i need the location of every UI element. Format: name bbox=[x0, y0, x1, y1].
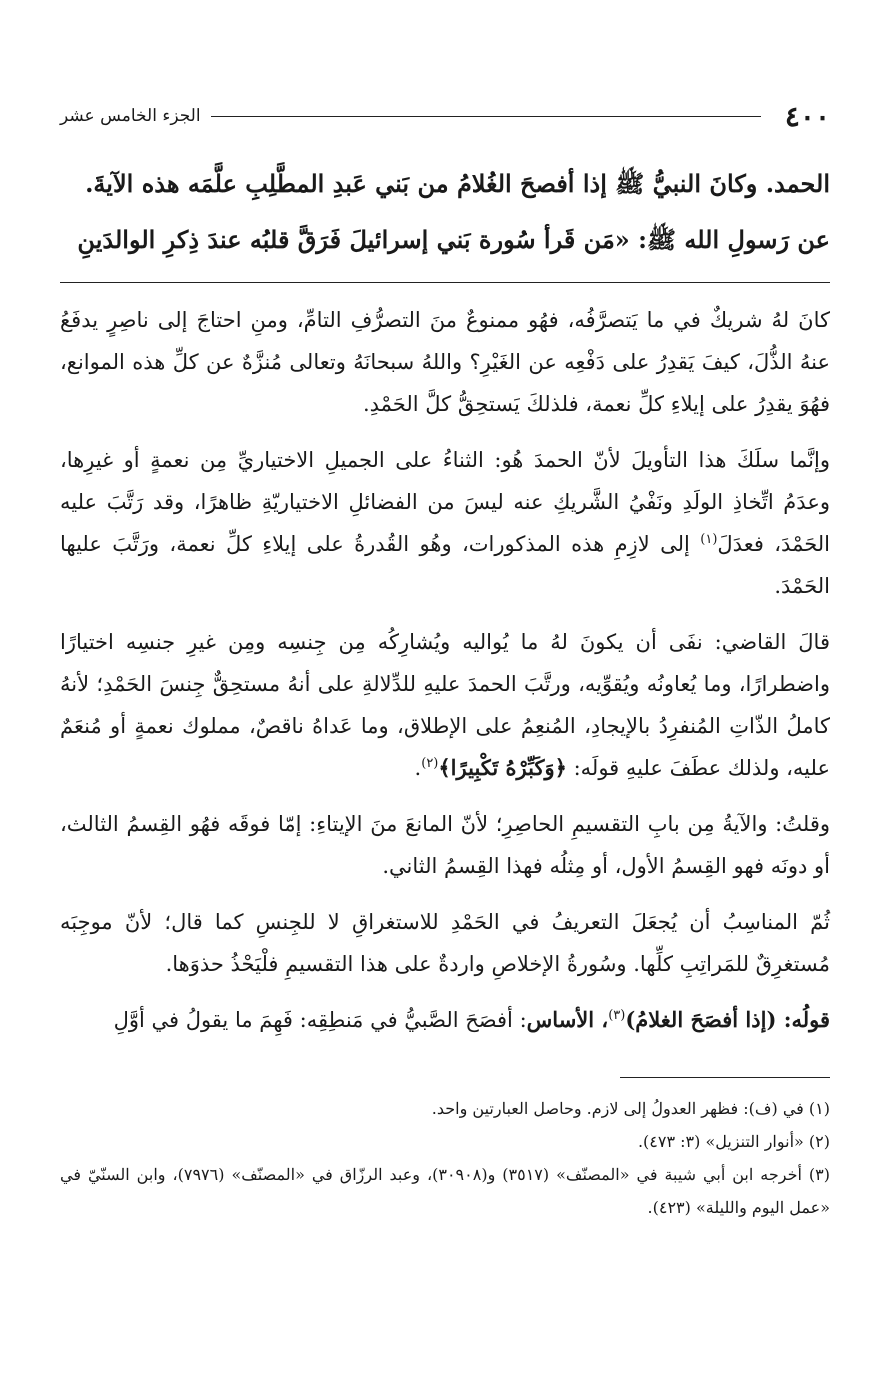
sharh-text: . bbox=[414, 756, 422, 780]
matn-block bbox=[60, 156, 830, 268]
footnote-ref-3[interactable]: (٣) bbox=[608, 1008, 626, 1023]
matn-divider bbox=[60, 282, 830, 283]
matn-text-end: من بَني عَبدِ المطَّلِبِ علَّمَه هذه الآيةَ. bbox=[85, 169, 457, 198]
book-page bbox=[60, 96, 830, 1224]
matn-bold-phrase: إذا أفصحَ الغُلامُ bbox=[456, 169, 607, 198]
running-title: الجزء الخامس عشر bbox=[60, 106, 201, 126]
footnote-ref-2[interactable]: (٢) bbox=[421, 756, 439, 771]
footnote-divider bbox=[620, 1077, 830, 1078]
sharh-paragraph-1: كانَ لهُ شريكٌ في ما يَتصرَّفُه، فهُو ممنوعٌ منَ التصرُّفِ التامِّ، ومنِ احتاجَ إلى ناصِرٍ يدفَعُ عنهُ الذُّلَ، كيفَ يَقدِرُ على دَفْعِه عن الغَيْرِ؟ واللهُ سبحانَهُ وتعالى مُنزَّهٌ عن كلِّ هذه الموانع، فهُوَ يقدِرُ على إيلاءِ كلِّ نعمة، فلذلكَ يَستحِقُّ كلَّ الحَمْدِ. bbox=[60, 308, 831, 416]
sharh-text: قالَ القاضي: نفَى أن يكونَ لهُ ما يُواليه ويُشارِكُه مِن جِنسِه ومِن غيرِ جنسِه اختيارًا واضطرارًا، وما يُعاونُه ويُقوِّيه، ورتَّبَ الحمدَ عليهِ للدِّلالةِ على أنهُ مستحِقٌّ جِنسَ الحَمْدِ؛ لأنهُ كاملُ الذّاتِ المُنفرِدُ بالإيجادِ، المُنعِمُ على الإطلاق، وما عَداهُ ناقصٌ، مملوك نعمةٍ أو مُنعَمٌ عليه، ولذلك عطَفَ عليهِ قولَه: bbox=[60, 630, 830, 780]
footnotes bbox=[60, 1092, 830, 1224]
sharh-text: : أفصَحَ الصَّبيُّ في مَنطِقِه: فَهِمَ ما يقولُ في أوَّلِ bbox=[113, 1008, 527, 1032]
footnote-1: (١) في (ف): فظهر العدولُ إلى لازم. وحاصل العبارتين واحد. bbox=[431, 1099, 830, 1118]
matn-line-1 bbox=[60, 156, 830, 212]
header-rule bbox=[211, 116, 761, 117]
matn-text: الحمد. وكانَ النبيُّ ﷺ bbox=[606, 169, 830, 198]
sharh-paragraph-4: وقلتُ: والآيةُ مِن بابِ التقسيمِ الحاصِرِ؛ لأنّ المانعَ منَ الإيتاءِ: إمّا فوقَه فهُو القِسمُ الثالث، أو دونَه فهو القِسمُ الأول، أو مِثلُه فهذا القِسمُ الثاني. bbox=[60, 812, 830, 878]
footnote-divider-wrap bbox=[60, 1055, 830, 1092]
sharh-text: وإنَّما سلَكَ هذا التأويلَ لأنّ الحمدَ هُو: الثناءُ على الجميلِ الاختياريِّ مِن نعمةٍ أو غيرِها، وعدَمُ اتِّخاذِ الولَدِ ونَفْيُ الشَّريكِ عنه ليسَ من الفضائلِ الاختياريّةِ ظاهرًا، وقد رَتَّبَ عليه الحَمْدَ، فعدَلَ bbox=[60, 448, 830, 556]
sharh-text: إلى لازِمِ هذه المذكورات، وهُو القُدرةُ على إيلاءِ كلِّ نعمة، ورَتَّبَ عليها الحَمْدَ. bbox=[60, 532, 830, 598]
quran-verse: ﴿وَكَبِّرْهُ تَكْبِيرًا﴾ bbox=[438, 755, 567, 780]
footnote-ref-1[interactable]: (١) bbox=[700, 532, 718, 547]
footnote-3: (٣) أخرجه ابن أبي شيبة في «المصنّف» (٣٥١٧) و(٣٠٩٠٨)، وعبد الرزّاق في «المصنّف» (٧٩٧٦)، وابن السنّيّ في «عمل اليوم والليلة» (٤٢٣). bbox=[60, 1165, 830, 1217]
sharh-paragraph-6 bbox=[60, 999, 830, 1041]
sharh-paragraph-3 bbox=[60, 621, 830, 789]
sharh-paragraph-2 bbox=[60, 439, 830, 607]
sharh-block bbox=[60, 299, 830, 1041]
page-number: ٤٠٠ bbox=[784, 99, 830, 133]
page-header bbox=[60, 96, 830, 136]
quoted-lemma: قولُه: (إذا أفصَحَ الغلامُ) bbox=[625, 1007, 830, 1032]
footnote-2: (٢) «أنوار التنزيل» (٣: ٤٧٣). bbox=[637, 1132, 830, 1151]
matn-line-2: عن رَسولِ الله ﷺ: «مَن قَرأ سُورة بَني إسرائيلَ فَرَقَّ قلبُه عندَ ذِكرِ الوالدَينِ bbox=[77, 225, 830, 254]
sharh-paragraph-5: ثُمّ المناسِبُ أن يُجعَلَ التعريفُ في الحَمْدِ للاستغراقِ لا للجِنسِ كما قال؛ لأنّ موجِبَه مُستغرِقٌ للمَراتِبِ كلِّها. وسُورةُ الإخلاصِ واردةٌ على هذا التقسيمِ فلْيَحْذُ حذوَها. bbox=[60, 910, 830, 976]
source-name: ، الأساس bbox=[526, 1007, 609, 1032]
